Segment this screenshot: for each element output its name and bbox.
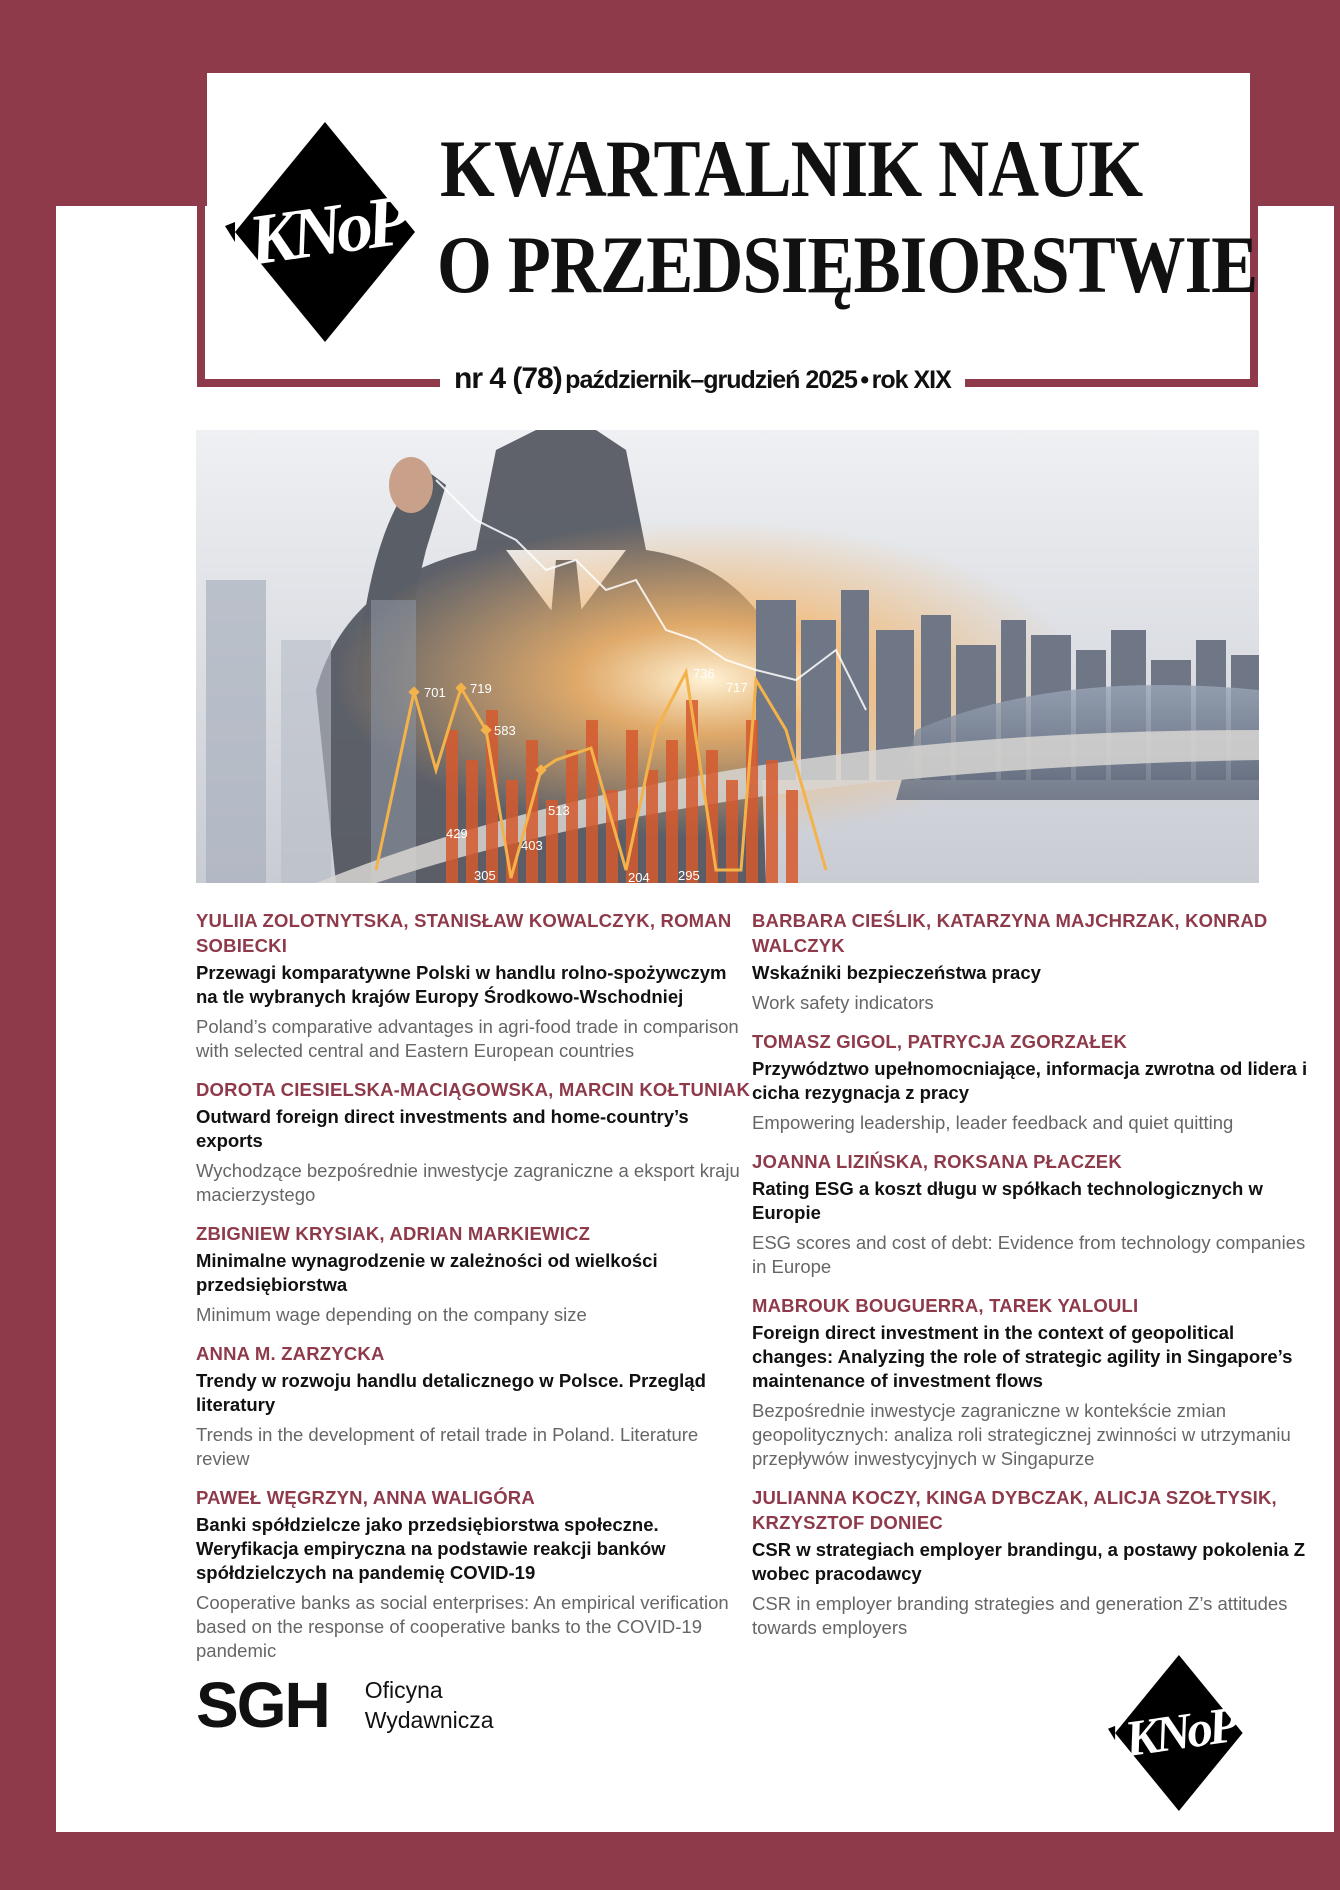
- article-authors: PAWEŁ WĘGRZYN, ANNA WALIGÓRA: [196, 1487, 535, 1508]
- chart-label: 701: [424, 685, 446, 700]
- article-entry[interactable]: [196, 1077, 751, 1207]
- article-authors: ZBIGNIEW KRYSIAK, ADRIAN MARKIEWICZ: [196, 1223, 591, 1244]
- article-title: Przewagi komparatywne Polski w handlu rolno-spożywczym na tle wybranych krajów Europy Środkowo-Wschodniej: [196, 962, 727, 1007]
- issue-period: październik–grudzień 2025: [565, 366, 857, 394]
- article-translated-title: ESG scores and cost of debt: Evidence from technology companies in Europe: [752, 1232, 1306, 1277]
- article-authors: ANNA M. ZARZYCKA: [196, 1343, 385, 1364]
- article-entry[interactable]: [752, 1029, 1312, 1135]
- article-entry[interactable]: [752, 1485, 1312, 1640]
- publisher-division-line1: Oficyna: [364, 1677, 443, 1703]
- issue-number: nr 4 (78): [454, 362, 562, 395]
- issue-separator: •: [860, 366, 869, 394]
- chart-label: 736: [693, 666, 715, 681]
- chart-label: 305: [474, 868, 496, 883]
- article-entry[interactable]: [752, 1293, 1312, 1471]
- article-authors: TOMASZ GIGOL, PATRYCJA ZGORZAŁEK: [752, 1031, 1128, 1052]
- journal-logo: [225, 122, 431, 342]
- article-entry[interactable]: [752, 1149, 1312, 1279]
- article-title: CSR w strategiach employer brandingu, a postawy pokolenia Z wobec pracodawcy: [752, 1539, 1306, 1584]
- article-entry[interactable]: [752, 908, 1312, 1015]
- logo-text: KNoP: [1121, 1697, 1239, 1769]
- article-title: Foreign direct investment in the context of geopolitical changes: Analyzing the role of strategic agility in Singapore’s maintenance of investment flows: [752, 1322, 1293, 1391]
- journal-title-line2: O PRZEDSIĘBIORSTWIE: [437, 219, 1258, 310]
- articles-left-column: [196, 908, 751, 1677]
- chart-label: 719: [470, 681, 492, 696]
- article-authors: JULIANNA KOCZY, KINGA DYBCZAK, ALICJA SZOŁTYSIK, KRZYSZTOF DONIEC: [752, 1487, 1277, 1533]
- article-translated-title: Trends in the development of retail trade in Poland. Literature review: [196, 1424, 699, 1469]
- publisher-name: SGH: [196, 1669, 329, 1741]
- article-translated-title: Wychodzące bezpośrednie inwestycje zagraniczne a eksport kraju macierzystego: [196, 1160, 740, 1205]
- article-authors: BARBARA CIEŚLIK, KATARZYNA MAJCHRZAK, KONRAD WALCZYK: [752, 910, 1268, 956]
- chart-label: 513: [548, 803, 570, 818]
- article-title: Wskaźniki bezpieczeństwa pracy: [752, 962, 1041, 983]
- chart-label: 204: [628, 870, 650, 883]
- journal-title-line1: KWARTALNIK NAUK: [440, 123, 1143, 214]
- logo-text: KNoP: [243, 179, 410, 281]
- publisher-division-line2: Wydawnicza: [364, 1707, 494, 1733]
- journal-title: [437, 123, 1258, 310]
- article-title: Banki spółdzielcze jako przedsiębiorstwa społeczne. Weryfikacja empiryczna na podstawie reakcji banków spółdzielczych na pandemię COVID-19: [196, 1514, 666, 1583]
- article-title: Minimalne wynagrodzenie w zależności od wielkości przedsiębiorstwa: [196, 1250, 658, 1295]
- article-entry[interactable]: [196, 1221, 751, 1327]
- chart-label: 717: [726, 680, 748, 695]
- article-translated-title: Bezpośrednie inwestycje zagraniczne w kontekście zmian geopolitycznych: analiza roli strategicznej zwinności w utrzymaniu przepływów inwestycyjnych w Singapurze: [752, 1400, 1291, 1469]
- article-title: Trendy w rozwoju handlu detalicznego w Polsce. Przegląd literatury: [196, 1370, 706, 1415]
- issue-year: rok XIX: [871, 366, 951, 394]
- article-authors: DOROTA CIESIELSKA-MACIĄGOWSKA, MARCIN KOŁTUNIAK: [196, 1079, 751, 1100]
- article-translated-title: CSR in employer branding strategies and generation Z’s attitudes towards employers: [752, 1593, 1288, 1638]
- article-entry[interactable]: [196, 908, 751, 1063]
- article-entry[interactable]: [196, 1485, 751, 1663]
- cover-illustration: [196, 430, 1259, 883]
- article-translated-title: Empowering leadership, leader feedback and quiet quitting: [752, 1112, 1234, 1133]
- publisher-logo: [196, 1668, 494, 1742]
- article-authors: YULIIA ZOLOTNYTSKA, STANISŁAW KOWALCZYK, ROMAN SOBIECKI: [196, 910, 732, 956]
- article-title: Przywództwo upełnomocniające, informacja zwrotna od lidera i cicha rezygnacja z pracy: [752, 1058, 1308, 1103]
- article-title: Outward foreign direct investments and home-country’s exports: [196, 1106, 689, 1151]
- chart-label: 403: [521, 838, 543, 853]
- article-title: Rating ESG a koszt długu w spółkach technologicznych w Europie: [752, 1178, 1263, 1223]
- chart-label: 429: [446, 826, 468, 841]
- publisher-division: [365, 1675, 494, 1735]
- cover-image: [196, 430, 1259, 883]
- articles-right-column: [752, 908, 1312, 1654]
- article-entry[interactable]: [196, 1341, 751, 1471]
- chart-label: 295: [678, 868, 700, 883]
- article-translated-title: Poland’s comparative advantages in agri-food trade in comparison with selected central and Eastern European countries: [196, 1016, 739, 1061]
- issue-info: [440, 362, 965, 396]
- article-authors: MABROUK BOUGUERRA, TAREK YALOULI: [752, 1295, 1139, 1316]
- chart-label: 583: [494, 723, 516, 738]
- article-authors: JOANNA LIZIŃSKA, ROKSANA PŁACZEK: [752, 1151, 1122, 1172]
- article-translated-title: Minimum wage depending on the company size: [196, 1304, 587, 1325]
- article-translated-title: Work safety indicators: [752, 992, 934, 1013]
- journal-logo-small: [1108, 1655, 1254, 1811]
- article-translated-title: Cooperative banks as social enterprises: An empirical verification based on the response of cooperative banks to the COVID-19 pandemic: [196, 1592, 729, 1661]
